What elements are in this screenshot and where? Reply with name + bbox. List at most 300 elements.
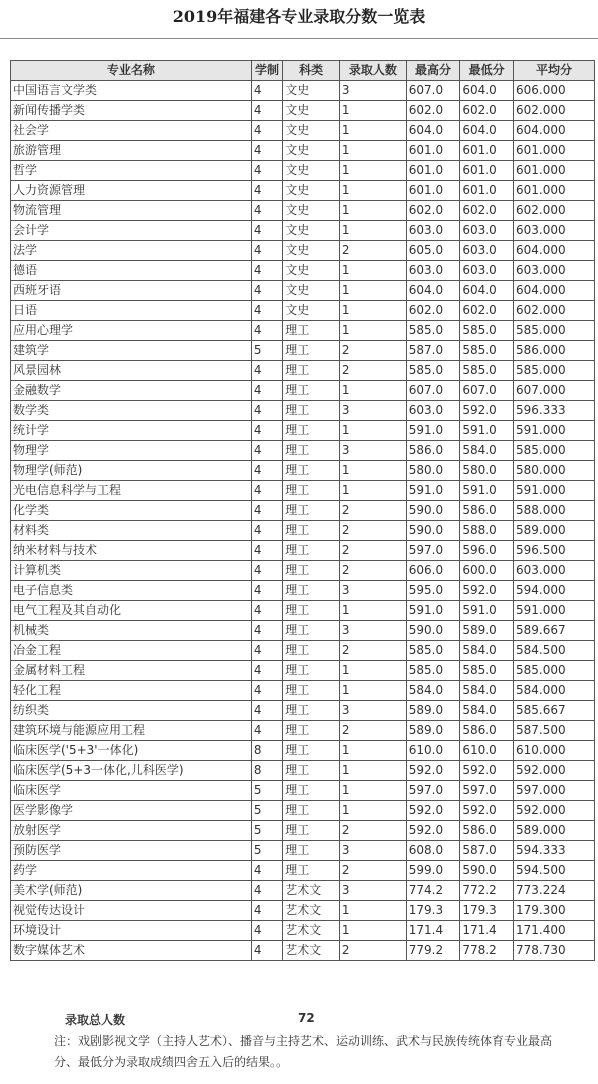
max-score-cell: 605.0 xyxy=(406,241,460,261)
max-score-cell: 591.0 xyxy=(406,421,460,441)
avg-score-cell: 603.000 xyxy=(514,261,595,281)
table-body xyxy=(11,81,595,961)
avg-score-cell: 592.000 xyxy=(514,761,595,781)
duration-cell: 4 xyxy=(251,581,282,601)
avg-score-cell: 585.667 xyxy=(514,701,595,721)
page-title: 2019年福建各专业录取分数一览表 xyxy=(172,7,426,26)
duration-cell: 4 xyxy=(251,301,282,321)
avg-score-cell: 585.000 xyxy=(514,361,595,381)
major-cell: 物理学(师范) xyxy=(11,461,252,481)
min-score-cell: 586.0 xyxy=(460,821,514,841)
header-avg-score: 平均分 xyxy=(514,61,595,81)
table-row xyxy=(11,81,595,101)
enrolled-cell: 1 xyxy=(339,221,406,241)
min-score-cell: 584.0 xyxy=(460,441,514,461)
major-cell: 哲学 xyxy=(11,161,252,181)
major-cell: 物理学 xyxy=(11,441,252,461)
min-score-cell: 586.0 xyxy=(460,721,514,741)
major-cell: 机械类 xyxy=(11,621,252,641)
duration-cell: 4 xyxy=(251,401,282,421)
duration-cell: 4 xyxy=(251,321,282,341)
max-score-cell: 586.0 xyxy=(406,441,460,461)
min-score-cell: 592.0 xyxy=(460,761,514,781)
footnote: 注：戏剧影视文学（主持人艺术）、播音与主持艺术、运动训练、武术与民族传统体育专业最高分、最低分为录取成绩四舍五入后的结果。。 xyxy=(54,1034,553,1069)
min-score-cell: 585.0 xyxy=(460,321,514,341)
avg-score-cell: 610.000 xyxy=(514,741,595,761)
max-score-cell: 602.0 xyxy=(406,201,460,221)
min-score-cell: 772.2 xyxy=(460,881,514,901)
enrolled-cell: 1 xyxy=(339,801,406,821)
duration-cell: 4 xyxy=(251,161,282,181)
duration-cell: 4 xyxy=(251,721,282,741)
enrolled-cell: 1 xyxy=(339,281,406,301)
category-cell: 理工 xyxy=(283,821,340,841)
enrolled-cell: 3 xyxy=(339,841,406,861)
min-score-cell: 604.0 xyxy=(460,81,514,101)
major-cell: 光电信息科学与工程 xyxy=(11,481,252,501)
avg-score-cell: 604.000 xyxy=(514,281,595,301)
avg-score-cell: 601.000 xyxy=(514,161,595,181)
major-cell: 临床医学 xyxy=(11,781,252,801)
enrolled-cell: 1 xyxy=(339,381,406,401)
avg-score-cell: 585.000 xyxy=(514,441,595,461)
category-cell: 理工 xyxy=(283,401,340,421)
avg-score-cell: 584.000 xyxy=(514,681,595,701)
category-cell: 文史 xyxy=(283,181,340,201)
enrolled-cell: 1 xyxy=(339,461,406,481)
duration-cell: 4 xyxy=(251,701,282,721)
category-cell: 理工 xyxy=(283,781,340,801)
table-row xyxy=(11,801,595,821)
major-cell: 建筑环境与能源应用工程 xyxy=(11,721,252,741)
avg-score-cell: 179.300 xyxy=(514,901,595,921)
enrolled-cell: 1 xyxy=(339,301,406,321)
major-cell: 计算机类 xyxy=(11,561,252,581)
category-cell: 理工 xyxy=(283,541,340,561)
category-cell: 文史 xyxy=(283,141,340,161)
category-cell: 文史 xyxy=(283,241,340,261)
total-value: 72 xyxy=(298,1011,315,1025)
major-cell: 物流管理 xyxy=(11,201,252,221)
max-score-cell: 179.3 xyxy=(406,901,460,921)
max-score-cell: 599.0 xyxy=(406,861,460,881)
avg-score-cell: 601.000 xyxy=(514,181,595,201)
avg-score-cell: 585.000 xyxy=(514,321,595,341)
avg-score-cell: 591.000 xyxy=(514,421,595,441)
table-row xyxy=(11,361,595,381)
max-score-cell: 603.0 xyxy=(406,221,460,241)
header-major: 专业名称 xyxy=(11,61,252,81)
table-row xyxy=(11,581,595,601)
max-score-cell: 589.0 xyxy=(406,721,460,741)
major-cell: 轻化工程 xyxy=(11,681,252,701)
major-cell: 风景园林 xyxy=(11,361,252,381)
max-score-cell: 585.0 xyxy=(406,361,460,381)
enrolled-cell: 2 xyxy=(339,241,406,261)
category-cell: 理工 xyxy=(283,441,340,461)
min-score-cell: 592.0 xyxy=(460,581,514,601)
enrolled-cell: 3 xyxy=(339,401,406,421)
major-cell: 临床医学(5+3一体化,儿科医学) xyxy=(11,761,252,781)
table-row xyxy=(11,461,595,481)
major-cell: 纺织类 xyxy=(11,701,252,721)
table-row xyxy=(11,841,595,861)
min-score-cell: 603.0 xyxy=(460,261,514,281)
avg-score-cell: 589.667 xyxy=(514,621,595,641)
category-cell: 理工 xyxy=(283,761,340,781)
major-cell: 视觉传达设计 xyxy=(11,901,252,921)
category-cell: 艺术文 xyxy=(283,901,340,921)
avg-score-cell: 602.000 xyxy=(514,301,595,321)
max-score-cell: 590.0 xyxy=(406,521,460,541)
table-row xyxy=(11,321,595,341)
table-row xyxy=(11,621,595,641)
category-cell: 文史 xyxy=(283,101,340,121)
max-score-cell: 591.0 xyxy=(406,601,460,621)
major-cell: 人力资源管理 xyxy=(11,181,252,201)
category-cell: 理工 xyxy=(283,741,340,761)
table-row xyxy=(11,941,595,961)
table-row xyxy=(11,641,595,661)
duration-cell: 4 xyxy=(251,181,282,201)
avg-score-cell: 603.000 xyxy=(514,561,595,581)
duration-cell: 4 xyxy=(251,221,282,241)
min-score-cell: 584.0 xyxy=(460,641,514,661)
max-score-cell: 610.0 xyxy=(406,741,460,761)
table-row xyxy=(11,161,595,181)
max-score-cell: 601.0 xyxy=(406,161,460,181)
major-cell: 会计学 xyxy=(11,221,252,241)
category-cell: 文史 xyxy=(283,201,340,221)
enrolled-cell: 1 xyxy=(339,101,406,121)
major-cell: 建筑学 xyxy=(11,341,252,361)
enrolled-cell: 1 xyxy=(339,601,406,621)
duration-cell: 4 xyxy=(251,441,282,461)
duration-cell: 5 xyxy=(251,821,282,841)
max-score-cell: 601.0 xyxy=(406,141,460,161)
enrolled-cell: 2 xyxy=(339,341,406,361)
category-cell: 理工 xyxy=(283,521,340,541)
enrolled-cell: 1 xyxy=(339,121,406,141)
major-cell: 日语 xyxy=(11,301,252,321)
enrolled-cell: 2 xyxy=(339,641,406,661)
enrolled-cell: 3 xyxy=(339,881,406,901)
min-score-cell: 603.0 xyxy=(460,221,514,241)
header-category: 科类 xyxy=(283,61,340,81)
category-cell: 理工 xyxy=(283,841,340,861)
table-row xyxy=(11,141,595,161)
max-score-cell: 585.0 xyxy=(406,661,460,681)
enrolled-cell: 1 xyxy=(339,181,406,201)
duration-cell: 4 xyxy=(251,501,282,521)
max-score-cell: 606.0 xyxy=(406,561,460,581)
table-row xyxy=(11,521,595,541)
major-cell: 美术学(师范) xyxy=(11,881,252,901)
duration-cell: 4 xyxy=(251,521,282,541)
category-cell: 理工 xyxy=(283,641,340,661)
enrolled-cell: 1 xyxy=(339,421,406,441)
header-max-score: 最高分 xyxy=(406,61,460,81)
category-cell: 理工 xyxy=(283,561,340,581)
duration-cell: 4 xyxy=(251,421,282,441)
enrolled-cell: 1 xyxy=(339,901,406,921)
avg-score-cell: 587.500 xyxy=(514,721,595,741)
duration-cell: 4 xyxy=(251,681,282,701)
duration-cell: 4 xyxy=(251,121,282,141)
duration-cell: 4 xyxy=(251,241,282,261)
major-cell: 社会学 xyxy=(11,121,252,141)
avg-score-cell: 584.500 xyxy=(514,641,595,661)
max-score-cell: 604.0 xyxy=(406,281,460,301)
max-score-cell: 584.0 xyxy=(406,681,460,701)
category-cell: 理工 xyxy=(283,701,340,721)
table-row xyxy=(11,661,595,681)
duration-cell: 4 xyxy=(251,561,282,581)
avg-score-cell: 597.000 xyxy=(514,781,595,801)
avg-score-cell: 592.000 xyxy=(514,801,595,821)
max-score-cell: 604.0 xyxy=(406,121,460,141)
avg-score-cell: 601.000 xyxy=(514,141,595,161)
major-cell: 数学类 xyxy=(11,401,252,421)
header-min-score: 最低分 xyxy=(460,61,514,81)
duration-cell: 4 xyxy=(251,261,282,281)
header-enrolled: 录取人数 xyxy=(339,61,406,81)
min-score-cell: 580.0 xyxy=(460,461,514,481)
table-row xyxy=(11,181,595,201)
major-cell: 应用心理学 xyxy=(11,321,252,341)
max-score-cell: 601.0 xyxy=(406,181,460,201)
duration-cell: 4 xyxy=(251,101,282,121)
avg-score-cell: 591.000 xyxy=(514,601,595,621)
table-row xyxy=(11,301,595,321)
table-header-row xyxy=(11,61,595,81)
table-row xyxy=(11,761,595,781)
min-score-cell: 600.0 xyxy=(460,561,514,581)
duration-cell: 4 xyxy=(251,881,282,901)
enrolled-cell: 2 xyxy=(339,501,406,521)
major-cell: 临床医学('5+3'一体化) xyxy=(11,741,252,761)
max-score-cell: 608.0 xyxy=(406,841,460,861)
major-cell: 药学 xyxy=(11,861,252,881)
max-score-cell: 607.0 xyxy=(406,381,460,401)
category-cell: 理工 xyxy=(283,341,340,361)
min-score-cell: 585.0 xyxy=(460,361,514,381)
max-score-cell: 591.0 xyxy=(406,481,460,501)
enrolled-cell: 2 xyxy=(339,361,406,381)
category-cell: 艺术文 xyxy=(283,941,340,961)
category-cell: 理工 xyxy=(283,581,340,601)
enrolled-cell: 1 xyxy=(339,761,406,781)
min-score-cell: 591.0 xyxy=(460,481,514,501)
max-score-cell: 595.0 xyxy=(406,581,460,601)
header-duration: 学制 xyxy=(251,61,282,81)
table-row xyxy=(11,921,595,941)
max-score-cell: 590.0 xyxy=(406,501,460,521)
max-score-cell: 607.0 xyxy=(406,81,460,101)
category-cell: 理工 xyxy=(283,621,340,641)
duration-cell: 4 xyxy=(251,461,282,481)
avg-score-cell: 591.000 xyxy=(514,481,595,501)
max-score-cell: 587.0 xyxy=(406,341,460,361)
min-score-cell: 591.0 xyxy=(460,421,514,441)
table-row xyxy=(11,281,595,301)
max-score-cell: 171.4 xyxy=(406,921,460,941)
table-row xyxy=(11,261,595,281)
table-row xyxy=(11,341,595,361)
enrolled-cell: 3 xyxy=(339,621,406,641)
table-row xyxy=(11,861,595,881)
enrolled-cell: 1 xyxy=(339,201,406,221)
enrolled-cell: 3 xyxy=(339,581,406,601)
enrolled-cell: 2 xyxy=(339,721,406,741)
min-score-cell: 585.0 xyxy=(460,661,514,681)
category-cell: 理工 xyxy=(283,501,340,521)
major-cell: 西班牙语 xyxy=(11,281,252,301)
avg-score-cell: 594.500 xyxy=(514,861,595,881)
table-row xyxy=(11,721,595,741)
avg-score-cell: 585.000 xyxy=(514,661,595,681)
duration-cell: 4 xyxy=(251,541,282,561)
category-cell: 文史 xyxy=(283,161,340,181)
duration-cell: 4 xyxy=(251,481,282,501)
avg-score-cell: 602.000 xyxy=(514,101,595,121)
table-row xyxy=(11,121,595,141)
avg-score-cell: 589.000 xyxy=(514,521,595,541)
avg-score-cell: 607.000 xyxy=(514,381,595,401)
enrolled-cell: 2 xyxy=(339,941,406,961)
max-score-cell: 592.0 xyxy=(406,821,460,841)
table-row xyxy=(11,101,595,121)
duration-cell: 5 xyxy=(251,801,282,821)
major-cell: 环境设计 xyxy=(11,921,252,941)
avg-score-cell: 596.333 xyxy=(514,401,595,421)
min-score-cell: 589.0 xyxy=(460,621,514,641)
max-score-cell: 585.0 xyxy=(406,321,460,341)
max-score-cell: 592.0 xyxy=(406,761,460,781)
enrolled-cell: 1 xyxy=(339,921,406,941)
category-cell: 文史 xyxy=(283,281,340,301)
enrolled-cell: 2 xyxy=(339,541,406,561)
min-score-cell: 585.0 xyxy=(460,341,514,361)
table-row xyxy=(11,421,595,441)
min-score-cell: 604.0 xyxy=(460,281,514,301)
major-cell: 金属材料工程 xyxy=(11,661,252,681)
min-score-cell: 587.0 xyxy=(460,841,514,861)
avg-score-cell: 604.000 xyxy=(514,121,595,141)
duration-cell: 5 xyxy=(251,781,282,801)
major-cell: 统计学 xyxy=(11,421,252,441)
major-cell: 新闻传播学类 xyxy=(11,101,252,121)
min-score-cell: 601.0 xyxy=(460,161,514,181)
duration-cell: 4 xyxy=(251,621,282,641)
max-score-cell: 580.0 xyxy=(406,461,460,481)
table-row xyxy=(11,401,595,421)
max-score-cell: 774.2 xyxy=(406,881,460,901)
duration-cell: 4 xyxy=(251,641,282,661)
avg-score-cell: 604.000 xyxy=(514,241,595,261)
category-cell: 理工 xyxy=(283,861,340,881)
duration-cell: 4 xyxy=(251,601,282,621)
admission-score-table xyxy=(10,60,595,961)
category-cell: 理工 xyxy=(283,381,340,401)
major-cell: 中国语言文学类 xyxy=(11,81,252,101)
table-row xyxy=(11,881,595,901)
max-score-cell: 585.0 xyxy=(406,641,460,661)
min-score-cell: 607.0 xyxy=(460,381,514,401)
major-cell: 电子信息类 xyxy=(11,581,252,601)
table-row xyxy=(11,201,595,221)
avg-score-cell: 588.000 xyxy=(514,501,595,521)
avg-score-cell: 606.000 xyxy=(514,81,595,101)
min-score-cell: 591.0 xyxy=(460,601,514,621)
category-cell: 艺术文 xyxy=(283,881,340,901)
table-row xyxy=(11,501,595,521)
min-score-cell: 596.0 xyxy=(460,541,514,561)
avg-score-cell: 594.333 xyxy=(514,841,595,861)
major-cell: 化学类 xyxy=(11,501,252,521)
enrolled-cell: 2 xyxy=(339,861,406,881)
enrolled-cell: 1 xyxy=(339,481,406,501)
min-score-cell: 610.0 xyxy=(460,741,514,761)
major-cell: 旅游管理 xyxy=(11,141,252,161)
major-cell: 法学 xyxy=(11,241,252,261)
category-cell: 文史 xyxy=(283,121,340,141)
category-cell: 理工 xyxy=(283,681,340,701)
table-row xyxy=(11,481,595,501)
duration-cell: 8 xyxy=(251,741,282,761)
enrolled-cell: 1 xyxy=(339,161,406,181)
table-row xyxy=(11,561,595,581)
enrolled-cell: 2 xyxy=(339,821,406,841)
min-score-cell: 586.0 xyxy=(460,501,514,521)
avg-score-cell: 602.000 xyxy=(514,201,595,221)
category-cell: 文史 xyxy=(283,221,340,241)
major-cell: 纳米材料与技术 xyxy=(11,541,252,561)
max-score-cell: 603.0 xyxy=(406,401,460,421)
max-score-cell: 597.0 xyxy=(406,781,460,801)
max-score-cell: 590.0 xyxy=(406,621,460,641)
major-cell: 冶金工程 xyxy=(11,641,252,661)
min-score-cell: 602.0 xyxy=(460,201,514,221)
min-score-cell: 602.0 xyxy=(460,101,514,121)
duration-cell: 4 xyxy=(251,201,282,221)
min-score-cell: 584.0 xyxy=(460,701,514,721)
enrolled-cell: 3 xyxy=(339,81,406,101)
duration-cell: 4 xyxy=(251,861,282,881)
avg-score-cell: 171.400 xyxy=(514,921,595,941)
duration-cell: 4 xyxy=(251,921,282,941)
duration-cell: 5 xyxy=(251,341,282,361)
avg-score-cell: 589.000 xyxy=(514,821,595,841)
enrolled-cell: 2 xyxy=(339,521,406,541)
max-score-cell: 592.0 xyxy=(406,801,460,821)
enrolled-cell: 3 xyxy=(339,441,406,461)
max-score-cell: 602.0 xyxy=(406,301,460,321)
enrolled-cell: 3 xyxy=(339,701,406,721)
category-cell: 理工 xyxy=(283,321,340,341)
duration-cell: 4 xyxy=(251,381,282,401)
min-score-cell: 778.2 xyxy=(460,941,514,961)
max-score-cell: 603.0 xyxy=(406,261,460,281)
table-row xyxy=(11,821,595,841)
enrolled-cell: 1 xyxy=(339,261,406,281)
max-score-cell: 589.0 xyxy=(406,701,460,721)
min-score-cell: 179.3 xyxy=(460,901,514,921)
category-cell: 文史 xyxy=(283,301,340,321)
category-cell: 文史 xyxy=(283,81,340,101)
min-score-cell: 604.0 xyxy=(460,121,514,141)
category-cell: 理工 xyxy=(283,601,340,621)
